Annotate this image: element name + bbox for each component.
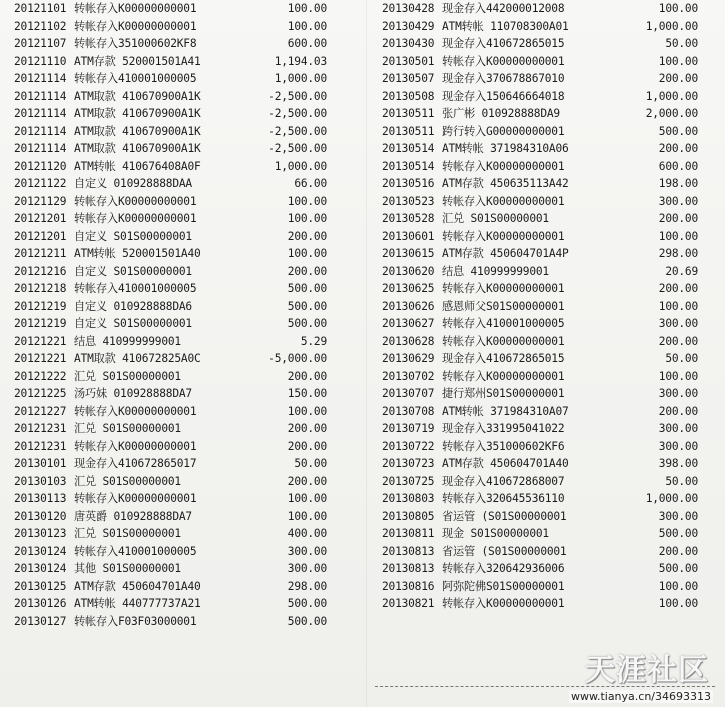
transaction-description: ATM取款 410670900A1K: [74, 107, 201, 120]
transaction-date: 20121211: [14, 247, 67, 260]
transaction-date: 20130805: [382, 509, 435, 523]
transaction-description: ATM取款 410670900A1K: [74, 124, 201, 138]
transaction-date: 20130628: [382, 334, 435, 348]
transaction-amount: 500.00: [658, 562, 698, 575]
transaction-description: 转帐存入K00000000001: [442, 54, 565, 68]
transaction-amount: 100.00: [658, 369, 698, 383]
transaction-amount: 500.00: [658, 527, 698, 540]
transaction-date: 20130615: [382, 247, 435, 260]
transaction-amount: 100.00: [287, 492, 327, 505]
transaction-row: [14, 228, 354, 246]
transaction-amount: 500.00: [287, 317, 327, 330]
transaction-row: [14, 245, 354, 263]
transaction-amount: 200.00: [658, 282, 698, 295]
transaction-row: [14, 35, 354, 53]
transaction-description: 省运管 (S01S00000001: [442, 509, 567, 523]
transaction-amount: 300.00: [658, 439, 698, 453]
transaction-row: [14, 385, 354, 403]
transaction-date: 20130514: [382, 142, 435, 155]
transaction-row: [14, 280, 354, 298]
transaction-row: [382, 525, 712, 543]
transaction-amount: 150.00: [287, 387, 327, 400]
transaction-description: ATM取款 410672825A0C: [74, 352, 201, 365]
transaction-amount: 50.00: [294, 457, 327, 470]
transaction-amount: 300.00: [658, 317, 698, 330]
transaction-description: 感恩师父S01S00000001: [442, 299, 565, 313]
transaction-row: [382, 280, 712, 298]
transaction-description: 转帐存入410001000005: [74, 72, 197, 85]
transaction-description: 自定义 010928888DA6: [74, 299, 192, 313]
transaction-amount: 600.00: [658, 159, 698, 173]
transaction-date: 20130528: [382, 212, 435, 225]
transaction-description: 转帐存入320642936006: [442, 562, 565, 575]
transaction-date: 20121110: [14, 54, 67, 68]
transaction-description: 转帐存入410001000005: [74, 282, 197, 295]
transaction-date: 20130124: [14, 562, 67, 575]
transaction-description: 转帐存入K00000000001: [442, 159, 565, 173]
watermark-url: www.tianya.cn/34693313: [570, 690, 711, 703]
transaction-description: ATM存款 450604701A4P: [442, 247, 569, 260]
transaction-description: 转帐存入K00000000001: [442, 282, 565, 295]
transaction-date: 20130516: [382, 177, 435, 190]
transaction-amount: 200.00: [658, 544, 698, 558]
transaction-amount: 300.00: [658, 387, 698, 400]
transaction-date: 20130601: [382, 229, 435, 243]
transaction-amount: 200.00: [287, 474, 327, 488]
transaction-amount: 500.00: [287, 282, 327, 295]
transaction-amount: 5.29: [300, 334, 327, 348]
transaction-description: 唐英爵 010928888DA7: [74, 509, 192, 523]
transaction-row: [14, 508, 354, 526]
transaction-amount: 400.00: [287, 527, 327, 540]
transaction-amount: 200.00: [287, 229, 327, 243]
transaction-description: 结息 410999999001: [442, 264, 549, 278]
transaction-date: 20121101: [14, 2, 67, 15]
transaction-row: [382, 210, 712, 228]
transaction-amount: 500.00: [287, 299, 327, 313]
transaction-date: 20130816: [382, 579, 435, 593]
transaction-amount: 100.00: [658, 229, 698, 243]
transaction-row: [14, 473, 354, 491]
transaction-description: ATM转帐 371984310A07: [442, 404, 569, 418]
transaction-date: 20121221: [14, 352, 67, 365]
transaction-row: [14, 158, 354, 176]
transaction-amount: 300.00: [658, 194, 698, 208]
transaction-amount: 200.00: [287, 369, 327, 383]
transaction-row: [382, 508, 712, 526]
transaction-amount: 100.00: [287, 509, 327, 523]
transaction-date: 20130125: [14, 579, 67, 593]
transaction-description: ATM转帐 371984310A06: [442, 142, 569, 155]
transaction-amount: 200.00: [287, 439, 327, 453]
transaction-date: 20130811: [382, 527, 435, 540]
transaction-row: [382, 298, 712, 316]
transaction-row: [382, 368, 712, 386]
transaction-description: ATM转帐 410676408A0F: [74, 159, 201, 173]
transaction-row: [382, 455, 712, 473]
transaction-date: 20130723: [382, 457, 435, 470]
transaction-row: [382, 88, 712, 106]
transaction-date: 20130120: [14, 509, 67, 523]
transaction-description: 汤巧妹 010928888DA7: [74, 387, 192, 400]
transaction-date: 20121107: [14, 37, 67, 50]
transaction-date: 20121114: [14, 107, 67, 120]
transaction-row: [14, 298, 354, 316]
transaction-date: 20130123: [14, 527, 67, 540]
transaction-row: [382, 578, 712, 596]
transaction-row: [382, 333, 712, 351]
transaction-date: 20121231: [14, 422, 67, 435]
transaction-row: [382, 350, 712, 368]
transaction-row: [382, 105, 712, 123]
transaction-amount: 100.00: [658, 299, 698, 313]
transaction-description: 自定义 S01S00000001: [74, 317, 192, 330]
transaction-amount: 100.00: [658, 2, 698, 15]
transaction-row: [382, 245, 712, 263]
transaction-row: [382, 420, 712, 438]
transaction-amount: 500.00: [658, 124, 698, 138]
transaction-date: 20130725: [382, 474, 435, 488]
transaction-row: [382, 595, 712, 613]
transaction-row: [14, 0, 354, 18]
transaction-date: 20130803: [382, 492, 435, 505]
transaction-row: [382, 315, 712, 333]
transaction-row: [382, 193, 712, 211]
transaction-amount: 398.00: [658, 457, 698, 470]
transaction-amount: 100.00: [287, 2, 327, 15]
transaction-date: 20130507: [382, 72, 435, 85]
transaction-description: ATM存款 450604701A40: [74, 579, 201, 593]
transaction-date: 20130523: [382, 194, 435, 208]
transaction-date: 20130511: [382, 107, 435, 120]
transaction-amount: 200.00: [658, 404, 698, 418]
transaction-amount: 100.00: [287, 404, 327, 418]
transaction-date: 20121102: [14, 19, 67, 33]
transaction-row: [14, 578, 354, 596]
transaction-description: 转帐存入K00000000001: [442, 369, 565, 383]
transaction-amount: 200.00: [658, 142, 698, 155]
transaction-description: 转帐存入320645536110: [442, 492, 565, 505]
transaction-row: [382, 70, 712, 88]
transaction-amount: 1,000.00: [645, 19, 698, 33]
transaction-description: ATM转帐 440777737A21: [74, 597, 201, 610]
transaction-description: ATM转帐 520001501A40: [74, 247, 201, 260]
transaction-row: [14, 53, 354, 71]
transaction-date: 20121201: [14, 229, 67, 243]
transaction-row: [14, 543, 354, 561]
transaction-date: 20121227: [14, 404, 67, 418]
transaction-description: 省运管 (S01S00000001: [442, 544, 567, 558]
transaction-amount: 200.00: [287, 422, 327, 435]
transaction-description: ATM存款 450635113A42: [442, 177, 569, 190]
transaction-date: 20130626: [382, 299, 435, 313]
transaction-date: 20130813: [382, 544, 435, 558]
transaction-date: 20121114: [14, 142, 67, 155]
transaction-date: 20121216: [14, 264, 67, 278]
transaction-date: 20130620: [382, 264, 435, 278]
transaction-description: ATM存款 450604701A40: [442, 457, 569, 470]
transaction-row: [14, 613, 354, 631]
transaction-date: 20121221: [14, 334, 67, 348]
transaction-amount: 1,000.00: [645, 492, 698, 505]
transaction-amount: -5,000.00: [268, 352, 327, 365]
transaction-description: 转帐存入410001000005: [442, 317, 565, 330]
transaction-description: 转帐存入K00000000001: [74, 19, 197, 33]
transaction-description: 转帐存入K00000000001: [74, 439, 197, 453]
transaction-description: 结息 410999999001: [74, 334, 181, 348]
transaction-row: [14, 263, 354, 281]
transaction-row: [382, 158, 712, 176]
transaction-amount: 66.00: [294, 177, 327, 190]
transaction-amount: 298.00: [287, 579, 327, 593]
transaction-row: [14, 193, 354, 211]
transaction-amount: 2,000.00: [645, 107, 698, 120]
transaction-date: 20130707: [382, 387, 435, 400]
transaction-description: 现金存入410672865015: [442, 352, 565, 365]
transaction-amount: -2,500.00: [268, 124, 327, 138]
transaction-date: 20130722: [382, 439, 435, 453]
transaction-date: 20121222: [14, 369, 67, 383]
transaction-date: 20121120: [14, 159, 67, 173]
transaction-row: [14, 210, 354, 228]
transaction-date: 20130101: [14, 457, 67, 470]
transaction-amount: 300.00: [658, 509, 698, 523]
transaction-row: [14, 123, 354, 141]
column-divider: [366, 0, 367, 707]
transaction-row: [14, 315, 354, 333]
transaction-date: 20130127: [14, 614, 67, 628]
transaction-description: 自定义 S01S00000001: [74, 229, 192, 243]
transaction-date: 20121114: [14, 89, 67, 103]
transaction-amount: 200.00: [658, 212, 698, 225]
transaction-date: 20121219: [14, 299, 67, 313]
transaction-description: 自定义 010928888DAA: [74, 177, 192, 190]
transaction-row: [382, 438, 712, 456]
transaction-row: [14, 333, 354, 351]
statement-column-left: [14, 0, 354, 630]
transaction-description: 汇兑 S01S00000001: [74, 527, 181, 540]
transaction-amount: 1,000.00: [274, 159, 327, 173]
transaction-amount: 500.00: [287, 597, 327, 610]
transaction-amount: 100.00: [287, 194, 327, 208]
transaction-row: [382, 140, 712, 158]
transaction-row: [14, 595, 354, 613]
transaction-date: 20130702: [382, 369, 435, 383]
transaction-description: 现金 S01S00000001: [442, 527, 549, 540]
transaction-date: 20130508: [382, 89, 435, 103]
transaction-amount: -2,500.00: [268, 107, 327, 120]
transaction-description: ATM存款 520001501A41: [74, 54, 201, 68]
transaction-amount: 500.00: [287, 614, 327, 628]
transaction-row: [14, 403, 354, 421]
transaction-row: [14, 350, 354, 368]
transaction-description: 汇兑 S01S00000001: [74, 369, 181, 383]
transaction-description: 张广彬 010928888DA9: [442, 107, 560, 120]
transaction-description: 转帐存入K00000000001: [442, 229, 565, 243]
transaction-row: [14, 455, 354, 473]
transaction-date: 20130126: [14, 597, 67, 610]
transaction-row: [382, 35, 712, 53]
transaction-row: [14, 175, 354, 193]
transaction-amount: 50.00: [665, 37, 698, 50]
transaction-date: 20121129: [14, 194, 67, 208]
transaction-description: 现金存入410672865015: [442, 37, 565, 50]
transaction-row: [14, 438, 354, 456]
transaction-row: [14, 70, 354, 88]
transaction-row: [14, 560, 354, 578]
transaction-amount: 100.00: [287, 19, 327, 33]
transaction-date: 20130124: [14, 544, 67, 558]
transaction-row: [14, 368, 354, 386]
transaction-amount: -2,500.00: [268, 142, 327, 155]
transaction-description: 汇兑 S01S00000001: [74, 422, 181, 435]
transaction-amount: 100.00: [658, 597, 698, 610]
transaction-description: 转帐存入K00000000001: [74, 404, 197, 418]
transaction-row: [382, 263, 712, 281]
transaction-description: 现金存入331995041022: [442, 422, 565, 435]
watermark-logo: 天涯社区: [585, 653, 709, 688]
transaction-row: [382, 123, 712, 141]
transaction-amount: 198.00: [658, 177, 698, 190]
transaction-amount: 100.00: [658, 579, 698, 593]
transaction-description: 现金存入150646664018: [442, 89, 565, 103]
transaction-row: [382, 490, 712, 508]
transaction-row: [14, 420, 354, 438]
transaction-description: ATM转帐 110708300A01: [442, 19, 569, 33]
transaction-amount: 100.00: [287, 247, 327, 260]
transaction-row: [14, 490, 354, 508]
transaction-description: 转帐存入K00000000001: [74, 492, 197, 505]
transaction-date: 20130625: [382, 282, 435, 295]
transaction-date: 20121219: [14, 317, 67, 330]
transaction-description: 转帐存入K00000000001: [74, 194, 197, 208]
transaction-date: 20130627: [382, 317, 435, 330]
transaction-description: 现金存入370678867010: [442, 72, 565, 85]
transaction-description: 现金存入442000012008: [442, 2, 565, 15]
transaction-description: 转帐存入351000602KF8: [74, 37, 197, 50]
transaction-date: 20121114: [14, 124, 67, 138]
transaction-amount: 300.00: [287, 562, 327, 575]
transaction-row: [14, 88, 354, 106]
transaction-amount: 100.00: [287, 212, 327, 225]
transaction-amount: 200.00: [287, 264, 327, 278]
transaction-description: 汇兑 S01S00000001: [442, 212, 549, 225]
transaction-amount: 300.00: [658, 422, 698, 435]
transaction-amount: 50.00: [665, 352, 698, 365]
transaction-date: 20130821: [382, 597, 435, 610]
transaction-date: 20130708: [382, 404, 435, 418]
transaction-date: 20130428: [382, 2, 435, 15]
transaction-date: 20130511: [382, 124, 435, 138]
transaction-description: 转帐存入K00000000001: [74, 212, 197, 225]
transaction-amount: 200.00: [658, 334, 698, 348]
transaction-description: 跨行转入G00000000001: [442, 124, 565, 138]
transaction-row: [14, 18, 354, 36]
statement-column-right: [382, 0, 712, 613]
transaction-date: 20130113: [14, 492, 67, 505]
transaction-description: 转帐存入K00000000001: [442, 334, 565, 348]
transaction-row: [382, 403, 712, 421]
transaction-row: [382, 175, 712, 193]
transaction-row: [382, 18, 712, 36]
transaction-description: 转帐存入K00000000001: [442, 597, 565, 610]
transaction-amount: 300.00: [287, 544, 327, 558]
transaction-row: [382, 228, 712, 246]
transaction-date: 20130103: [14, 474, 67, 488]
transaction-amount: 600.00: [287, 37, 327, 50]
transaction-description: 转帐存入410001000005: [74, 544, 197, 558]
transaction-amount: 1,000.00: [645, 89, 698, 103]
transaction-date: 20130719: [382, 422, 435, 435]
transaction-row: [382, 385, 712, 403]
transaction-description: 现金存入410672868007: [442, 474, 565, 488]
transaction-description: 汇兑 S01S00000001: [74, 474, 181, 488]
transaction-row: [382, 560, 712, 578]
transaction-amount: 20.69: [665, 264, 698, 278]
transaction-amount: 1,000.00: [274, 72, 327, 85]
transaction-date: 20130514: [382, 159, 435, 173]
transaction-description: ATM取款 410670900A1K: [74, 89, 201, 103]
transaction-date: 20130813: [382, 562, 435, 575]
transaction-date: 20121218: [14, 282, 67, 295]
transaction-amount: 200.00: [658, 72, 698, 85]
transaction-row: [14, 105, 354, 123]
transaction-row: [14, 525, 354, 543]
transaction-row: [382, 0, 712, 18]
transaction-amount: 298.00: [658, 247, 698, 260]
transaction-description: 转帐存入F03F03000001: [74, 614, 197, 628]
transaction-date: 20121225: [14, 387, 67, 400]
transaction-date: 20130629: [382, 352, 435, 365]
transaction-date: 20121201: [14, 212, 67, 225]
transaction-row: [382, 53, 712, 71]
transaction-amount: 1,194.03: [274, 54, 327, 68]
transaction-row: [382, 543, 712, 561]
transaction-amount: 100.00: [658, 54, 698, 68]
transaction-description: 捷行郑州S01S00000001: [442, 387, 565, 400]
transaction-date: 20121122: [14, 177, 67, 190]
transaction-date: 20130429: [382, 19, 435, 33]
transaction-description: 其他 S01S00000001: [74, 562, 181, 575]
transaction-date: 20130430: [382, 37, 435, 50]
transaction-description: 阿弥陀佛S01S00000001: [442, 579, 565, 593]
transaction-row: [14, 140, 354, 158]
transaction-date: 20121231: [14, 439, 67, 453]
transaction-row: [382, 473, 712, 491]
transaction-date: 20130501: [382, 54, 435, 68]
transaction-description: 自定义 S01S00000001: [74, 264, 192, 278]
transaction-description: ATM取款 410670900A1K: [74, 142, 201, 155]
transaction-amount: 50.00: [665, 474, 698, 488]
watermark: [545, 645, 715, 705]
transaction-description: 转帐存入K00000000001: [442, 194, 565, 208]
transaction-date: 20121114: [14, 72, 67, 85]
transaction-description: 转帐存入K00000000001: [74, 2, 197, 15]
transaction-description: 转帐存入351000602KF6: [442, 439, 565, 453]
transaction-amount: -2,500.00: [268, 89, 327, 103]
transaction-description: 现金存入410672865017: [74, 457, 197, 470]
